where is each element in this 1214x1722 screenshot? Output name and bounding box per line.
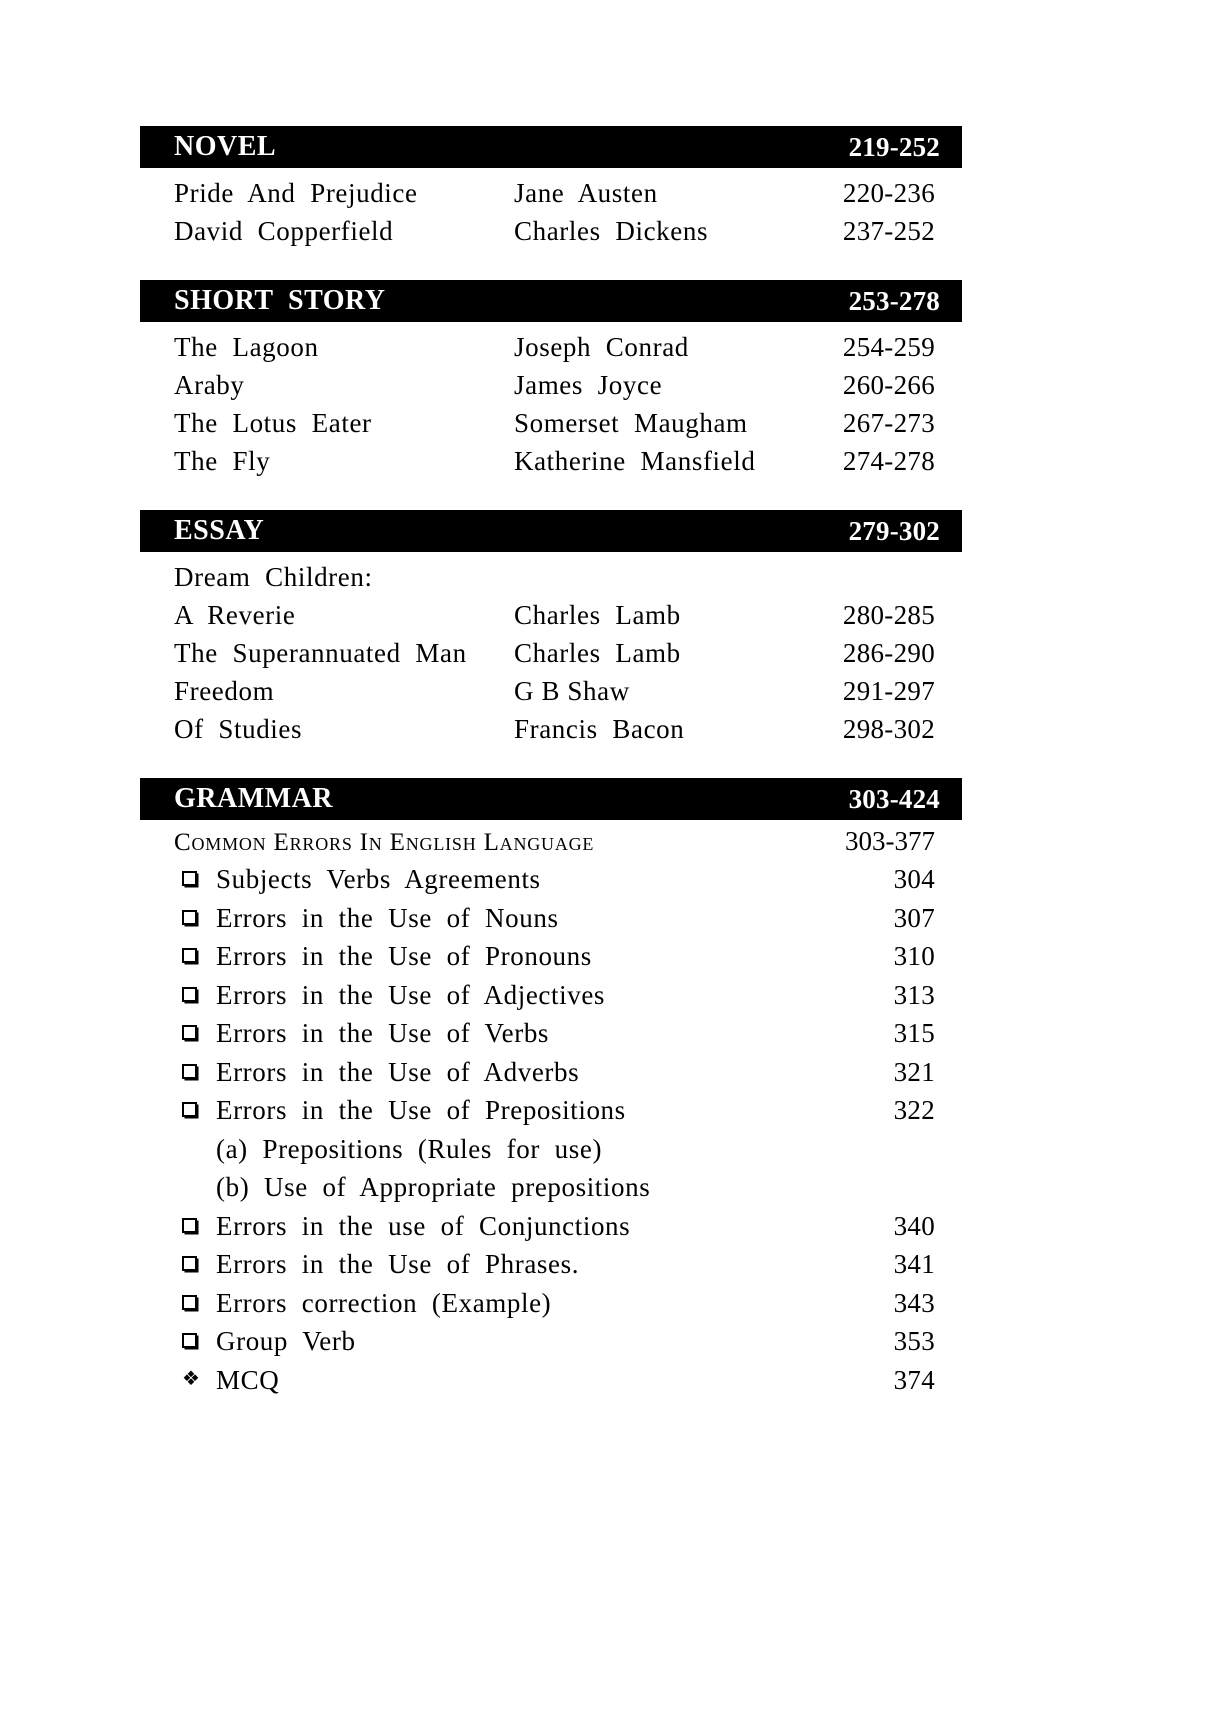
section-page-range: 253-278 bbox=[848, 285, 940, 316]
square-outline-glyph bbox=[182, 1256, 197, 1271]
list-item-page: 341 bbox=[893, 1249, 935, 1279]
section-header-essay bbox=[140, 510, 962, 552]
entry-title: Araby bbox=[174, 370, 245, 400]
square-outline-glyph bbox=[182, 1102, 197, 1117]
square-outline-glyph bbox=[182, 1333, 197, 1348]
table-row[interactable] bbox=[174, 446, 962, 484]
entry-author: Charles Dickens bbox=[514, 216, 709, 246]
table-row[interactable] bbox=[174, 676, 962, 714]
table-row[interactable] bbox=[174, 332, 962, 370]
entry-author: Jane Austen bbox=[514, 178, 658, 208]
list-item[interactable] bbox=[174, 941, 962, 980]
entry-title: Pride And Prejudice bbox=[174, 178, 418, 208]
list-item-label: Errors in the Use of Adverbs bbox=[216, 1056, 580, 1087]
section-title: NOVEL bbox=[174, 131, 277, 162]
entry-title: The Superannuated Man bbox=[174, 638, 467, 668]
entry-author: Joseph Conrad bbox=[514, 332, 689, 362]
section-entries bbox=[140, 558, 962, 752]
list-item-page: 315 bbox=[893, 1018, 935, 1048]
list-item[interactable] bbox=[174, 1172, 962, 1211]
section-title: GRAMMAR bbox=[174, 783, 334, 814]
table-row[interactable] bbox=[174, 216, 962, 254]
entry-page-range: 267-273 bbox=[842, 408, 935, 438]
list-item[interactable] bbox=[174, 1211, 962, 1250]
list-item-label: Errors in the Use of Phrases. bbox=[216, 1249, 580, 1279]
section-page-range: 279-302 bbox=[848, 515, 940, 546]
entry-author: G B Shaw bbox=[514, 676, 630, 706]
list-item-page: 321 bbox=[893, 1056, 935, 1087]
list-item-label: Errors in the Use of Verbs bbox=[216, 1018, 550, 1048]
table-row[interactable] bbox=[174, 562, 962, 600]
entry-author: Charles Lamb bbox=[514, 600, 681, 630]
entry-page-range: 237-252 bbox=[842, 216, 935, 246]
grammar-subheading: Common Errors In English Language bbox=[174, 829, 595, 856]
shadowed-square-bullet-icon bbox=[174, 909, 216, 928]
entry-title: David Copperfield bbox=[174, 216, 394, 246]
list-item[interactable] bbox=[174, 1365, 962, 1404]
section-title: SHORT STORY bbox=[174, 285, 386, 316]
entry-title: The Lotus Eater bbox=[174, 408, 372, 438]
section-title: ESSAY bbox=[174, 515, 265, 546]
entry-page-range: 260-266 bbox=[842, 370, 935, 400]
list-item-label: Group Verb bbox=[216, 1326, 356, 1356]
square-outline-glyph bbox=[182, 987, 197, 1002]
list-item[interactable] bbox=[174, 1095, 962, 1134]
entry-page-range: 286-290 bbox=[842, 638, 935, 668]
section-entries bbox=[140, 328, 962, 484]
entry-page-range: 274-278 bbox=[842, 446, 935, 476]
entry-page-range: 298-302 bbox=[842, 714, 935, 744]
shadowed-square-bullet-icon bbox=[174, 1063, 216, 1082]
table-row[interactable] bbox=[174, 600, 962, 638]
table-row[interactable] bbox=[174, 638, 962, 676]
entry-title: Freedom bbox=[174, 676, 275, 706]
list-item[interactable] bbox=[174, 1288, 962, 1327]
list-item-label: Subjects Verbs Agreements bbox=[216, 864, 541, 894]
shadowed-square-bullet-icon bbox=[174, 1255, 216, 1274]
toc-body bbox=[140, 126, 962, 1403]
square-outline-glyph bbox=[182, 1295, 197, 1310]
list-item-label: Errors in the Use of Adjectives bbox=[216, 979, 606, 1010]
shadowed-square-bullet-icon bbox=[174, 947, 216, 966]
entry-title: Of Studies bbox=[174, 714, 303, 744]
list-item[interactable] bbox=[174, 1326, 962, 1365]
list-item[interactable] bbox=[174, 980, 962, 1019]
grammar-subheading-row bbox=[174, 826, 962, 864]
list-item[interactable] bbox=[174, 1018, 962, 1057]
section-gap bbox=[140, 484, 962, 510]
list-item[interactable] bbox=[174, 1057, 962, 1096]
entry-author: Somerset Maugham bbox=[514, 408, 748, 438]
square-outline-glyph bbox=[182, 1064, 197, 1079]
list-item-page: 340 bbox=[893, 1210, 935, 1241]
section-header-novel bbox=[140, 126, 962, 168]
list-item-page: 374 bbox=[893, 1364, 935, 1395]
entry-page-range: 291-297 bbox=[842, 676, 935, 706]
section-header-short-story bbox=[140, 280, 962, 322]
list-item-page: 313 bbox=[893, 979, 935, 1010]
entry-title: A Reverie bbox=[174, 600, 296, 630]
list-item[interactable] bbox=[174, 864, 962, 903]
square-outline-glyph bbox=[182, 871, 197, 886]
entry-page-range: 280-285 bbox=[842, 600, 935, 630]
section-gap bbox=[140, 752, 962, 778]
entry-author: James Joyce bbox=[514, 370, 663, 400]
list-item-page: 322 bbox=[893, 1095, 935, 1125]
section-header-grammar bbox=[140, 778, 962, 820]
grammar-entries bbox=[140, 826, 962, 1403]
entry-title: Dream Children: bbox=[174, 562, 373, 592]
entry-author: Charles Lamb bbox=[514, 638, 681, 668]
list-item-label: Errors in the Use of Nouns bbox=[216, 902, 559, 933]
list-item-page: 304 bbox=[893, 864, 935, 894]
entry-title: The Lagoon bbox=[174, 332, 319, 362]
entry-title: The Fly bbox=[174, 446, 271, 476]
square-outline-glyph bbox=[182, 1025, 197, 1040]
square-outline-glyph bbox=[182, 948, 197, 963]
entry-author: Katherine Mansfield bbox=[514, 446, 756, 476]
square-outline-glyph bbox=[182, 910, 197, 925]
table-row[interactable] bbox=[174, 714, 962, 752]
list-item-label: (b) Use of Appropriate prepositions bbox=[216, 1172, 651, 1202]
section-entries bbox=[140, 174, 962, 254]
list-item-page: 353 bbox=[893, 1326, 935, 1356]
list-item[interactable] bbox=[174, 1249, 962, 1288]
list-item-label: Errors in the Use of Pronouns bbox=[216, 941, 592, 971]
section-gap bbox=[140, 254, 962, 280]
list-item-label: MCQ bbox=[216, 1364, 280, 1395]
shadowed-square-bullet-icon bbox=[174, 870, 216, 889]
square-outline-glyph bbox=[182, 1218, 197, 1233]
shadowed-square-bullet-icon bbox=[174, 1332, 216, 1351]
table-row[interactable] bbox=[174, 370, 962, 408]
list-item-page: 343 bbox=[893, 1287, 935, 1318]
shadowed-square-bullet-icon bbox=[174, 986, 216, 1005]
list-item-label: Errors in the use of Conjunctions bbox=[216, 1210, 631, 1241]
section-page-range: 303-424 bbox=[848, 783, 940, 814]
shadowed-square-bullet-icon bbox=[174, 1294, 216, 1313]
list-item[interactable] bbox=[174, 903, 962, 942]
diamond-bullet-icon: ❖ bbox=[182, 1367, 200, 1390]
section-page-range: 219-252 bbox=[848, 131, 940, 162]
list-item-page: 310 bbox=[893, 941, 935, 971]
table-row[interactable] bbox=[174, 408, 962, 446]
entry-page-range: 220-236 bbox=[842, 178, 935, 208]
entry-page-range: 254-259 bbox=[842, 332, 935, 362]
shadowed-square-bullet-icon bbox=[174, 1217, 216, 1236]
list-item[interactable] bbox=[174, 1134, 962, 1173]
entry-author: Francis Bacon bbox=[514, 714, 685, 744]
shadowed-square-bullet-icon bbox=[174, 1024, 216, 1043]
table-row[interactable] bbox=[174, 178, 962, 216]
list-item-label: Errors in the Use of Prepositions bbox=[216, 1095, 626, 1125]
list-item-label: Errors correction (Example) bbox=[216, 1287, 552, 1318]
list-item-page: 307 bbox=[893, 902, 935, 933]
shadowed-square-bullet-icon bbox=[174, 1101, 216, 1120]
grammar-subheading-page-range: 303-377 bbox=[845, 826, 935, 856]
list-item-label: (a) Prepositions (Rules for use) bbox=[216, 1133, 603, 1164]
